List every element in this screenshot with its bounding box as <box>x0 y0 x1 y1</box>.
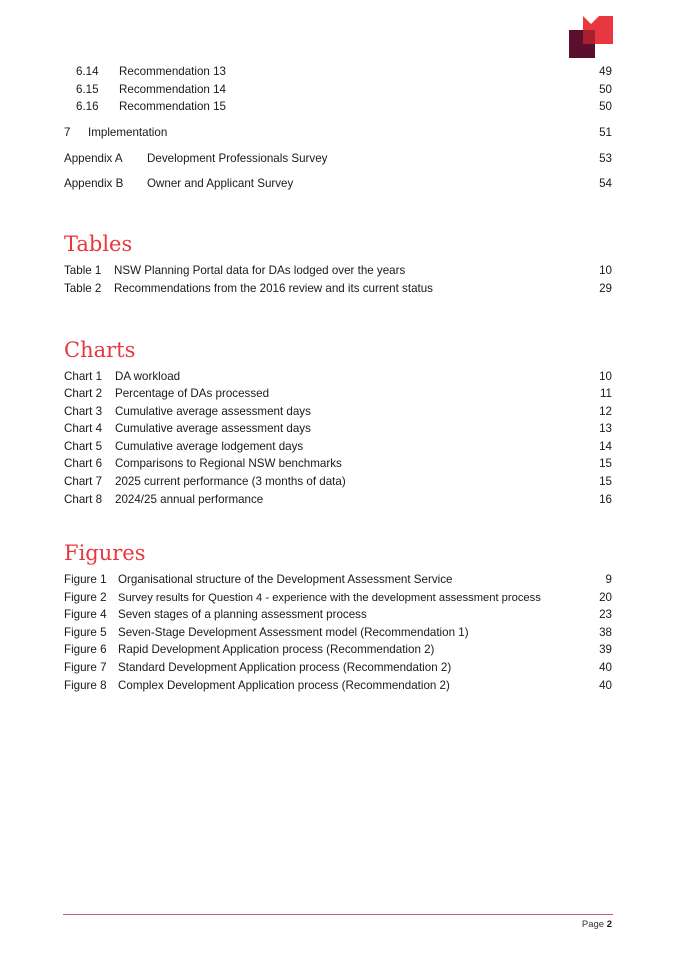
toc-entry-6-14[interactable] <box>0 64 675 80</box>
toc-entry-page: 51 <box>599 126 612 139</box>
list-entry-title: Comparisons to Regional NSW benchmarks <box>115 457 342 470</box>
list-entry-title: 2024/25 annual performance <box>115 493 264 506</box>
toc-entry-section-7[interactable] <box>0 125 675 141</box>
list-entry-page: 9 <box>605 573 612 586</box>
list-entry-title: Seven stages of a planning assessment process <box>118 608 367 621</box>
list-entry-label: Figure 8 <box>64 679 107 692</box>
logo-block-overlap <box>583 30 595 44</box>
toc-entry-title: Recommendation 13 <box>119 65 226 78</box>
list-entry-title: Rapid Development Application process (Recommendation 2) <box>118 643 435 656</box>
list-entry-label: Chart 6 <box>64 457 103 470</box>
table-list-entry-1[interactable] <box>0 263 675 279</box>
chart-list-entry-6[interactable] <box>0 456 675 472</box>
list-entry-label: Figure 2 <box>64 591 107 604</box>
charts-heading: Charts <box>64 338 136 362</box>
chart-list-entry-5[interactable] <box>0 439 675 455</box>
toc-entry-page: 50 <box>599 100 612 113</box>
toc-entry-appendix-a[interactable] <box>0 151 675 167</box>
list-entry-page: 40 <box>599 679 612 692</box>
list-entry-title: 2025 current performance (3 months of data) <box>115 475 346 488</box>
list-entry-label: Table 2 <box>64 282 102 295</box>
list-entry-label: Chart 2 <box>64 387 103 400</box>
list-entry-page: 11 <box>599 387 612 400</box>
list-entry-title: Complex Development Application process (Recommendation 2) <box>118 679 450 692</box>
list-entry-label: Chart 7 <box>64 475 103 488</box>
toc-entry-number: 6.15 <box>76 83 99 96</box>
list-entry-label: Chart 8 <box>64 493 103 506</box>
list-entry-page: 23 <box>599 608 612 621</box>
toc-entry-number: 7 <box>64 126 71 139</box>
list-entry-label: Chart 3 <box>64 405 103 418</box>
table-list-entry-2[interactable] <box>0 281 675 297</box>
list-entry-title: Seven-Stage Development Assessment model (Recommendation 1) <box>118 626 469 639</box>
figures-heading: Figures <box>64 541 146 565</box>
list-entry-label: Table 1 <box>64 264 102 277</box>
toc-entry-title: Implementation <box>88 126 168 139</box>
toc-entry-6-15[interactable] <box>0 82 675 98</box>
page-number <box>582 919 612 930</box>
figure-list-entry-8[interactable] <box>0 678 675 694</box>
toc-entry-number: 6.14 <box>76 65 99 78</box>
list-entry-title: NSW Planning Portal data for DAs lodged over the years <box>114 264 406 277</box>
toc-entry-title: Recommendation 15 <box>119 100 226 113</box>
footer-rule <box>63 914 613 915</box>
list-entry-page: 39 <box>599 643 612 656</box>
list-entry-label: Chart 5 <box>64 440 103 453</box>
toc-entry-page: 49 <box>599 65 612 78</box>
list-entry-title: Recommendations from the 2016 review and its current status <box>114 282 433 295</box>
list-entry-page: 15 <box>599 457 612 470</box>
toc-entry-number: 6.16 <box>76 100 99 113</box>
toc-entry-page: 54 <box>599 177 612 190</box>
list-entry-title: Cumulative average assessment days <box>115 405 311 418</box>
list-entry-page: 10 <box>599 370 612 383</box>
list-entry-page: 16 <box>599 493 612 506</box>
list-entry-title: Survey results for Question 4 - experience with the development assessment process <box>118 592 541 604</box>
list-entry-page: 12 <box>599 405 612 418</box>
toc-entry-title: Recommendation 14 <box>119 83 226 96</box>
list-entry-label: Figure 6 <box>64 643 107 656</box>
list-entry-title: DA workload <box>115 370 181 383</box>
figure-list-entry-7[interactable] <box>0 660 675 676</box>
chart-list-entry-4[interactable] <box>0 421 675 437</box>
list-entry-title: Standard Development Application process (Recommendation 2) <box>118 661 452 674</box>
toc-entry-appendix-b[interactable] <box>0 176 675 192</box>
list-entry-page: 15 <box>599 475 612 488</box>
list-entry-page: 20 <box>599 591 612 604</box>
brand-logo <box>569 16 613 58</box>
list-entry-page: 38 <box>599 626 612 639</box>
page-label: Page <box>581 919 605 930</box>
list-entry-label: Chart 4 <box>64 422 103 435</box>
toc-entry-page: 50 <box>599 83 612 96</box>
list-entry-page: 40 <box>599 661 612 674</box>
chart-list-entry-1[interactable] <box>0 369 675 385</box>
tables-heading: Tables <box>64 232 133 256</box>
list-entry-page: 29 <box>599 282 612 295</box>
toc-entry-6-16[interactable] <box>0 99 675 115</box>
toc-entry-page: 53 <box>599 152 612 165</box>
list-entry-title: Organisational structure of the Development Assessment Service <box>118 573 453 586</box>
toc-entry-title: Owner and Applicant Survey <box>147 177 294 190</box>
chart-list-entry-3[interactable] <box>0 404 675 420</box>
toc-entry-title: Development Professionals Survey <box>147 152 328 165</box>
toc-entry-label: Appendix A <box>64 152 123 165</box>
list-entry-label: Figure 1 <box>64 573 107 586</box>
figure-list-entry-5[interactable] <box>0 625 675 641</box>
figure-list-entry-1[interactable] <box>0 572 675 588</box>
list-entry-page: 10 <box>599 264 612 277</box>
list-entry-title: Cumulative average assessment days <box>115 422 311 435</box>
list-entry-page: 14 <box>599 440 612 453</box>
list-entry-label: Figure 5 <box>64 626 107 639</box>
toc-entry-label: Appendix B <box>64 177 124 190</box>
chart-list-entry-2[interactable] <box>0 386 675 402</box>
list-entry-label: Figure 4 <box>64 608 107 621</box>
figure-list-entry-4[interactable] <box>0 607 675 623</box>
list-entry-page: 13 <box>599 422 612 435</box>
list-entry-label: Figure 7 <box>64 661 107 674</box>
chart-list-entry-7[interactable] <box>0 474 675 490</box>
figure-list-entry-6[interactable] <box>0 642 675 658</box>
figure-list-entry-2[interactable] <box>0 590 675 606</box>
list-entry-title: Percentage of DAs processed <box>115 387 270 400</box>
chart-list-entry-8[interactable] <box>0 492 675 508</box>
list-entry-label: Chart 1 <box>64 370 103 383</box>
list-entry-title: Cumulative average lodgement days <box>115 440 304 453</box>
page-number-value: 2 <box>606 919 612 930</box>
